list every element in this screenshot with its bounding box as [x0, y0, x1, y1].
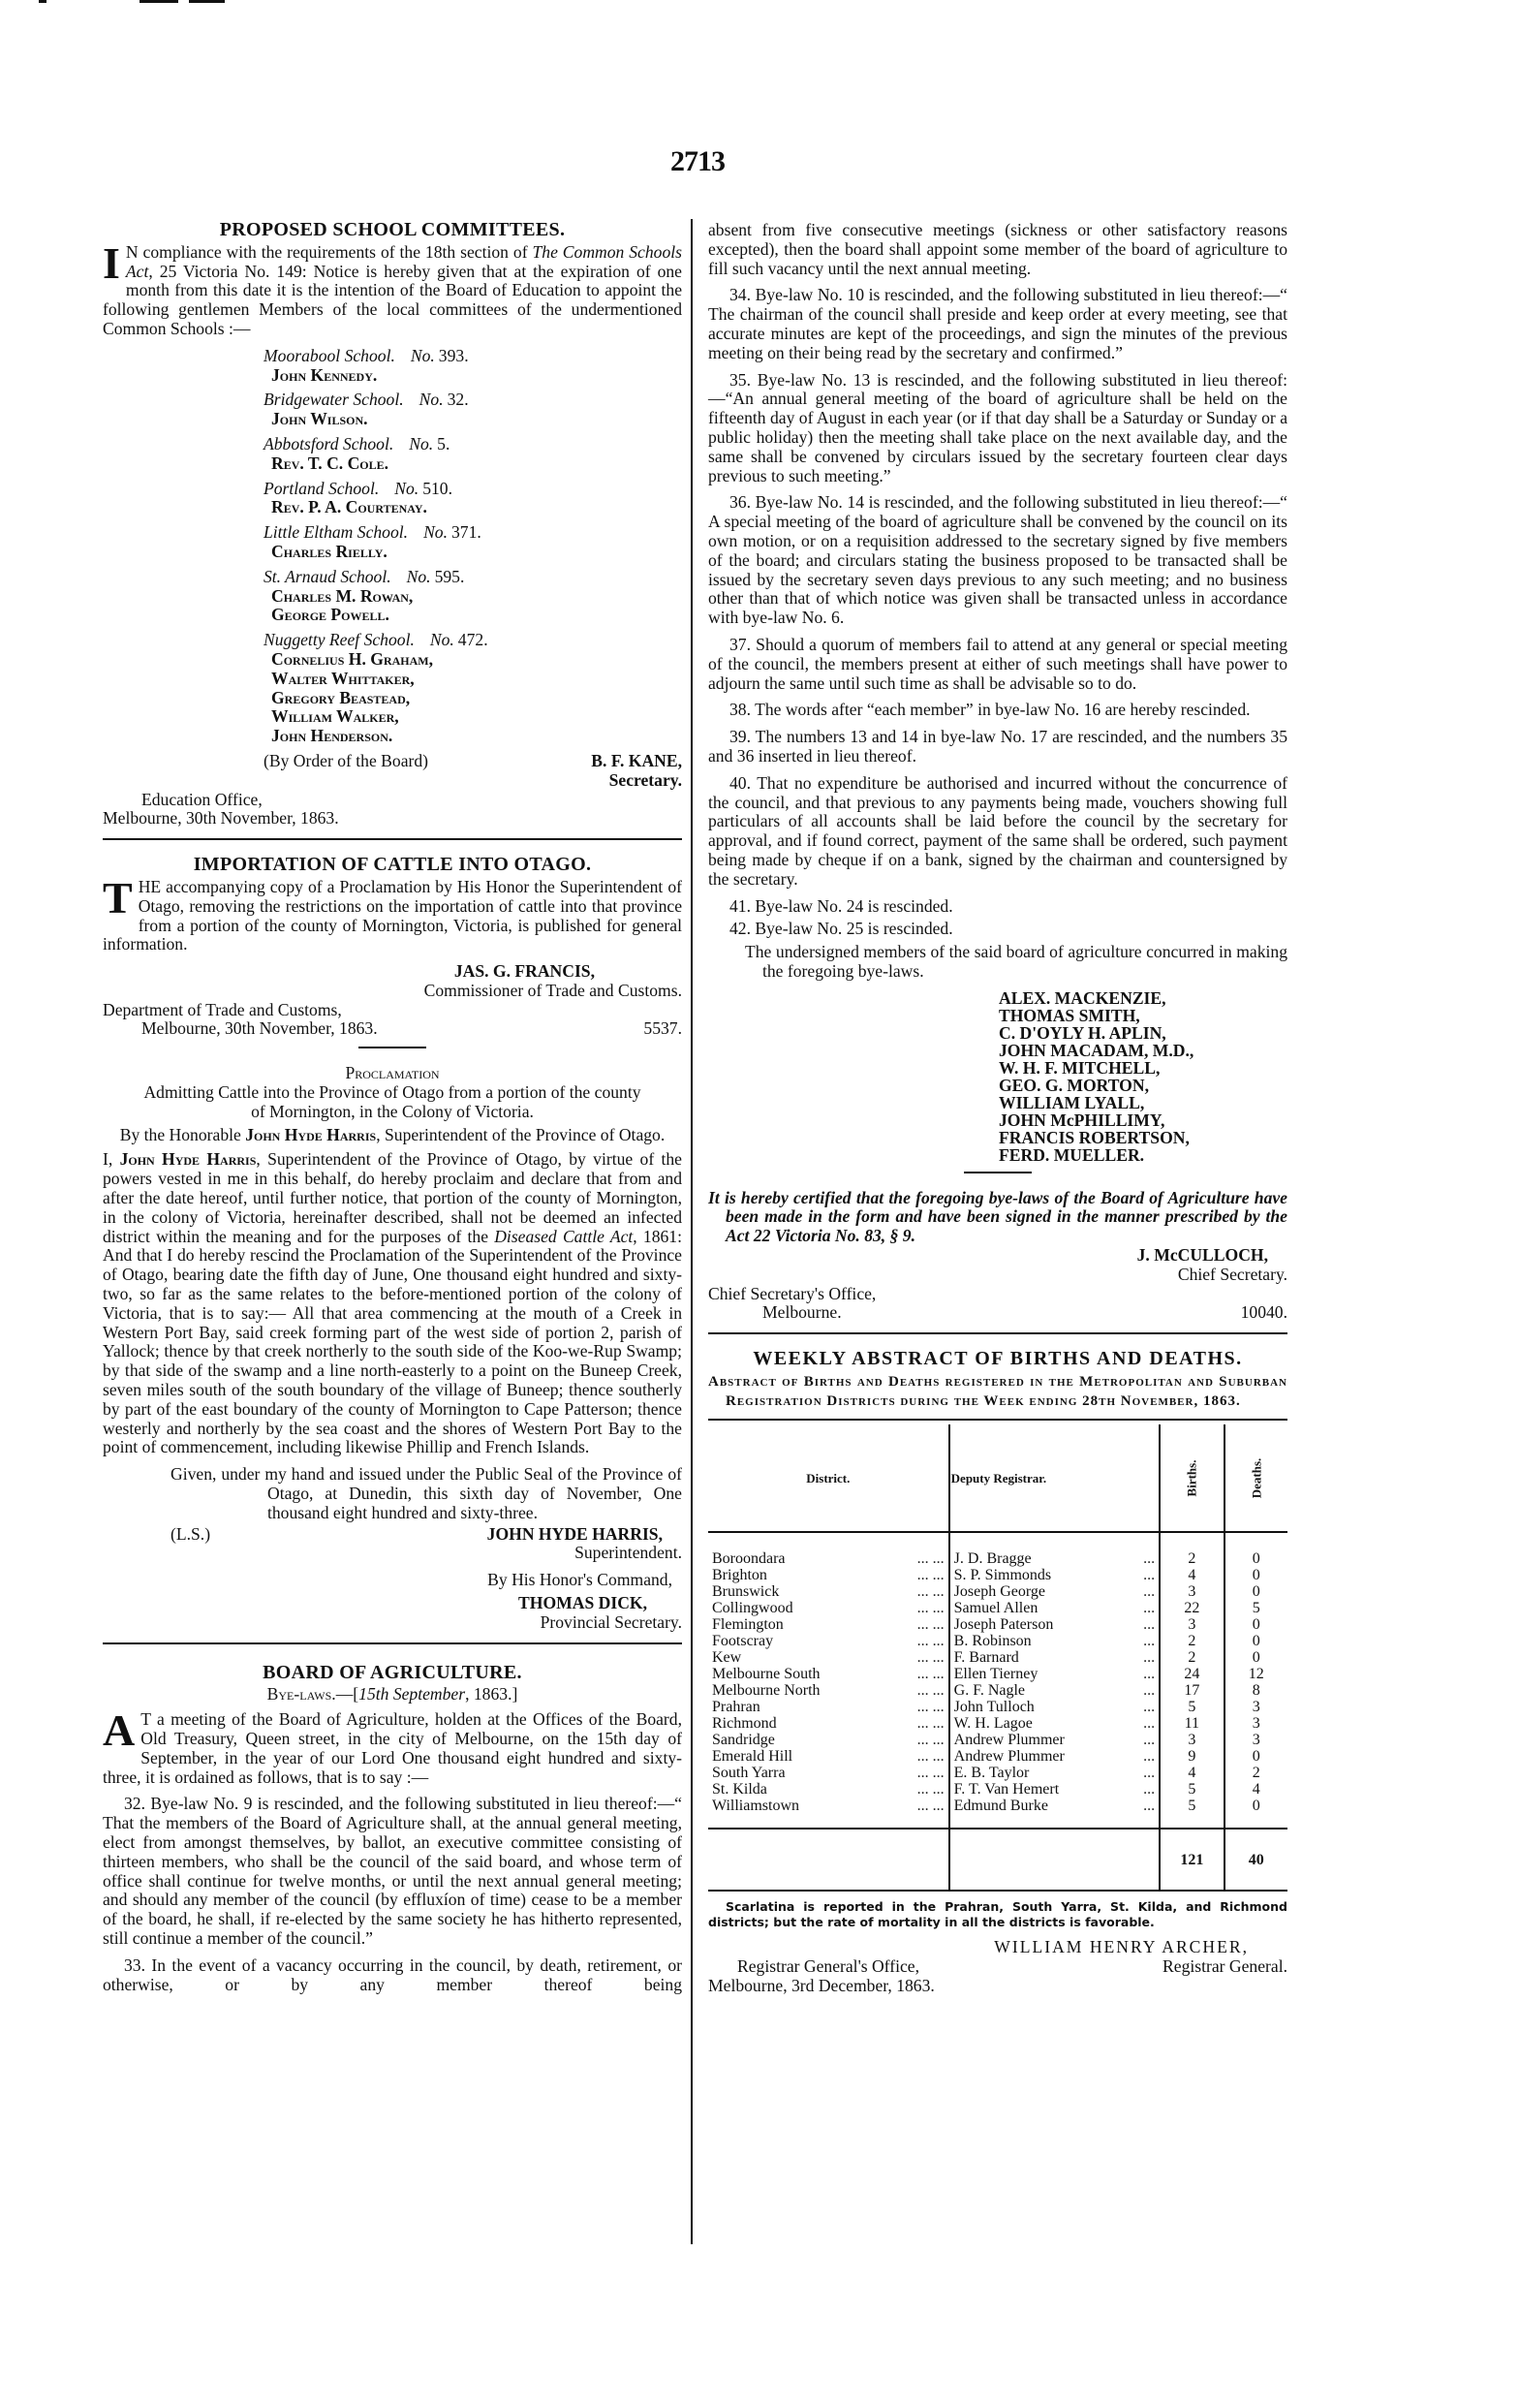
leader-dots: ... ... [916, 1649, 945, 1667]
school-heading [264, 347, 682, 366]
registrar-general-title: Registrar General. [1162, 1955, 1287, 1976]
registrar-cell: J. D. Bragge ... [949, 1532, 1160, 1567]
births-cell: 17 [1160, 1682, 1224, 1699]
table-row [708, 1616, 1287, 1633]
school-number-label: No. [423, 522, 448, 543]
leader-dots: ... [1143, 1649, 1156, 1667]
table-row [708, 1765, 1287, 1781]
committee-member: Cornelius H. Graham, [271, 648, 434, 669]
school-entry [264, 480, 682, 518]
deaths-cell: 3 [1252, 1732, 1260, 1749]
school-number-label: No. [410, 345, 435, 365]
date: Melbourne, 30th November, 1863. [141, 1018, 378, 1039]
leader-dots: ... [1143, 1715, 1156, 1733]
proclamation-subtitle: Admitting Cattle into the Province of Otago from a portion of the county of Mornington, in the Colony of Victoria. [143, 1082, 641, 1121]
district-cell: Sandridge ... ... [712, 1732, 945, 1749]
leader-dots: ... [1143, 1798, 1156, 1815]
leader-dots: ... ... [916, 1765, 945, 1782]
short-rule [358, 1047, 426, 1048]
births-cell: 9 [1160, 1748, 1224, 1765]
school-heading [264, 391, 682, 410]
table-row [708, 1732, 1287, 1748]
leader-dots: ... ... [916, 1798, 945, 1815]
bye-law-33: 33. In the event of a vacancy occurring in the council, by death, retirement, or otherwise, or by any member thereof being [103, 1955, 682, 1994]
committee-member: William Walker, [271, 706, 399, 727]
school-list [103, 347, 682, 746]
board-member-signature: GEO. G. MORTON, [999, 1075, 1149, 1095]
births-cell: 24 [1160, 1666, 1224, 1682]
short-rule [964, 1172, 1032, 1173]
deaths-cell: 4 [1252, 1781, 1260, 1798]
district-cell: Brunswick ... ... [712, 1583, 945, 1601]
bye-law-42: 42. Bye-law No. 25 is rescinded. [729, 919, 953, 939]
births-cell: 2 [1160, 1649, 1224, 1666]
board-of-agriculture-start [103, 1661, 682, 1995]
concurrence-statement: The undersigned members of the said board of agriculture concurred in making the foregoing bye-laws. [745, 942, 1287, 981]
births-cell: 4 [1160, 1765, 1224, 1781]
leader-dots: ... [1143, 1633, 1156, 1650]
column-divider [691, 219, 693, 2244]
school-number-label: No. [406, 566, 431, 586]
signer-list [999, 989, 1287, 1164]
school-name: Bridgewater School. [264, 390, 404, 410]
scan-artifact [189, 0, 225, 3]
intro-paragraph: A T a meeting of the Board of Agriculture, holden at the Offices of the Board, Old Treasury, Queen street, in the city of Melbourne, on the 15th day of September, in the year of our Lord One thousand eight hundred and sixty-three, it is ordained as follows, that is to say :— [103, 1705, 682, 1787]
order-line [264, 752, 682, 771]
leader-dots: ... [1143, 1781, 1156, 1798]
registrar-cell: G. F. Nagle ... [949, 1682, 1160, 1699]
scan-artifact [140, 0, 178, 3]
school-committees-notice [103, 221, 682, 840]
table-row [708, 1532, 1287, 1567]
registrar-cell: F. Barnard ... [949, 1649, 1160, 1666]
school-number-label: No. [418, 390, 444, 410]
school-entry [264, 391, 682, 429]
district-cell: Flemington ... ... [712, 1616, 945, 1634]
certification: It is hereby certified that the foregoing bye-laws of the Board of Agriculture have been made in the form and have been signed in the manner prescribed by the Act 22 Victoria No. 83, § 9. [708, 1187, 1287, 1246]
section-title: BOARD OF AGRICULTURE. [263, 1661, 522, 1683]
signatory-title: Commissioner of Trade and Customs. [423, 980, 682, 1000]
school-heading [264, 435, 682, 454]
board-member-signature: ALEX. MACKENZIE, [999, 987, 1166, 1008]
registrar-cell: S. P. Simmonds ... [949, 1567, 1160, 1583]
table-row [708, 1600, 1287, 1616]
right-column [708, 221, 1287, 1995]
committee-member: Rev. T. C. Cole. [271, 453, 389, 473]
seal-line [103, 1525, 682, 1545]
date-line [103, 1019, 682, 1039]
bye-law-38: 38. The words after “each member” in bye-law No. 16 are hereby rescinded. [729, 700, 1251, 720]
table-row [708, 1682, 1287, 1699]
school-number: 472. [457, 630, 488, 650]
table-top-rule [708, 1419, 1287, 1421]
board-member-signature: JOHN MACADAM, M.D., [999, 1040, 1194, 1060]
left-column [103, 221, 682, 2002]
school-name: Nuggetty Reef School. [264, 630, 415, 650]
certifier-title: Chief Secretary. [1177, 1264, 1287, 1284]
secretary-name: THOMAS DICK, [518, 1593, 647, 1612]
table-body [708, 1532, 1287, 1829]
section-title: PROPOSED SCHOOL COMMITTEES. [219, 219, 566, 240]
committee-member: Charles Rielly. [271, 541, 388, 561]
reference-number: 5537. [643, 1018, 682, 1039]
district-cell: Emerald Hill ... ... [712, 1748, 945, 1766]
column-header-registrar: Deputy Registrar. [949, 1424, 1160, 1532]
bye-law-35: 35. Bye-law No. 13 is rescinded, and the following substituted in lieu thereof:—“An annual general meeting of the board of agriculture shall be held on the fifteenth day of August in each year (or if that day shall be a Saturday or Sunday or a public holiday) then the meeting shall take place on the next available day, and the same shall be convened by circulars issued by the secretary fourteen clear days previous to such meeting.” [708, 369, 1287, 485]
school-number: 595. [434, 566, 465, 586]
deaths-cell: 5 [1252, 1600, 1260, 1617]
school-entry [264, 347, 682, 386]
bye-law-32: 32. Bye-law No. 9 is rescinded, and the following substituted in lieu thereof:—“ That the members of the Board of Agriculture shall, at the annual general meeting, elect from amongst themselves, by ballot, an executive committee consisting of thirteen members, who shall be the council of the said board, and whose term of office shall continue for twelve months, or until the next annual general meeting; and should any member of the council (by effluxíon of time) cease to be a member of the board, he shall, if re-elected by the same society he has hitherto represented, still continue a member of the council.” [103, 1794, 682, 1948]
leader-dots: ... [1143, 1550, 1156, 1568]
date: Melbourne, 30th November, 1863. [103, 808, 339, 829]
drop-cap: I [103, 237, 120, 288]
deaths-cell: 0 [1252, 1649, 1260, 1667]
leader-dots: ... ... [916, 1699, 945, 1716]
table-row [708, 1649, 1287, 1666]
births-cell: 11 [1160, 1715, 1224, 1732]
page-number: 2713 [670, 145, 725, 177]
registrar-cell: John Tulloch ... [949, 1699, 1160, 1715]
registrar-cell: Joseph Paterson ... [949, 1616, 1160, 1633]
school-entry [264, 568, 682, 625]
registrar-general-name: WILLIAM HENRY ARCHER, [994, 1937, 1249, 1957]
leader-dots: ... [1143, 1699, 1156, 1716]
leader-dots: ... ... [916, 1715, 945, 1733]
committee-member: John Henderson. [271, 726, 393, 746]
table-row [708, 1699, 1287, 1715]
board-member-signature: JOHN McPHILLIMY, [999, 1110, 1165, 1130]
section-rule [103, 838, 682, 840]
section-title: IMPORTATION OF CATTLE INTO OTAGO. [193, 854, 592, 876]
mortality-note: Scarlatina is reported in the Prahran, South Yarra, St. Kilda, and Richmond districts; but the rate of mortality in all the districts is favorable. [708, 1899, 1287, 1930]
given-clause: Given, under my hand and issued under the Public Seal of the Province of Otago, at Dunedin, this sixth day of November, One thousand eight hundred and sixty-three. [170, 1464, 682, 1522]
school-entry [264, 435, 682, 474]
births-cell: 4 [1160, 1567, 1224, 1583]
deaths-cell: 8 [1252, 1682, 1260, 1700]
leader-dots: ... [1143, 1748, 1156, 1766]
district-cell: Prahran ... ... [712, 1699, 945, 1716]
committee-member: Rev. P. A. Courtenay. [271, 497, 427, 517]
district-cell: Richmond ... ... [712, 1715, 945, 1733]
school-name: St. Arnaud School. [264, 566, 391, 586]
leader-dots: ... [1143, 1765, 1156, 1782]
office: Chief Secretary's Office, [708, 1283, 877, 1303]
leader-dots: ... [1143, 1567, 1156, 1584]
date: Melbourne, 3rd December, 1863. [708, 1975, 935, 1995]
office-line [708, 1957, 1287, 1977]
births-cell: 3 [1160, 1732, 1224, 1748]
committee-member: Charles M. Rowan, [271, 585, 414, 606]
bye-law-40: 40. That no expenditure be authorised and incurred without the concurrence of the council, and that previous to any payments being made, vouchers showing full particulars of all accounts shall be laid before the council by the secretary for approval, and if found correct, payment of the same shall be ordered, such payment being made by cheque if on a bank, signed by the chairman and countersigned by the secretary. [708, 772, 1287, 889]
leader-dots: ... [1143, 1732, 1156, 1749]
district-cell: Boroondara ... ... [712, 1550, 945, 1568]
registrar-cell: B. Robinson ... [949, 1633, 1160, 1649]
district-cell: Kew ... ... [712, 1649, 945, 1667]
bye-law-33-continued: absent from five consecutive meetings (sickness or other satisfactory reasons excepted), then the board shall appoint some member of the board of agriculture to fill such vacancy until the next annual meeting. [708, 220, 1287, 278]
school-name: Little Eltham School. [264, 522, 409, 543]
district-cell: Melbourne South ... ... [712, 1666, 945, 1683]
act-name: The Common Schools Act [125, 241, 682, 281]
seal: (L.S.) [170, 1523, 211, 1544]
section-rule [708, 1332, 1287, 1334]
school-number: 393. [438, 345, 469, 365]
table-row [708, 1748, 1287, 1765]
office: Registrar General's Office, [737, 1955, 919, 1976]
table-row [708, 1583, 1287, 1600]
table-header-row [708, 1424, 1287, 1532]
proclamation-by-line: By the Honorable John Hyde Harris, Superintendent of the Province of Otago. [119, 1124, 666, 1144]
registrar-cell: E. B. Taylor ... [949, 1765, 1160, 1781]
school-heading [264, 480, 682, 499]
table-row [708, 1798, 1287, 1829]
table-row [708, 1633, 1287, 1649]
deaths-cell: 12 [1248, 1666, 1264, 1683]
leader-dots: ... ... [916, 1567, 945, 1584]
leader-dots: ... ... [916, 1600, 945, 1617]
births-cell: 5 [1160, 1781, 1224, 1798]
board-member-signature: FERD. MUELLER. [999, 1144, 1145, 1165]
leader-dots: ... ... [916, 1666, 945, 1683]
births-cell: 22 [1160, 1600, 1224, 1616]
leader-dots: ... [1143, 1583, 1156, 1601]
leader-dots: ... ... [916, 1583, 945, 1601]
registrar-cell: Joseph George ... [949, 1583, 1160, 1600]
section-rule [103, 1642, 682, 1644]
committee-member: Gregory Beastead, [271, 687, 411, 707]
school-number: 5. [437, 433, 450, 453]
school-number-label: No. [429, 630, 454, 650]
scan-artifact [39, 0, 46, 3]
leader-dots: ... ... [916, 1748, 945, 1766]
leader-dots: ... ... [916, 1633, 945, 1650]
column-header-deaths: Deaths. [1224, 1424, 1287, 1532]
births-cell: 2 [1160, 1532, 1224, 1567]
deaths-cell: 2 [1252, 1765, 1260, 1782]
births-cell: 2 [1160, 1633, 1224, 1649]
board-member-signature: WILLIAM LYALL, [999, 1092, 1145, 1112]
births-cell: 3 [1160, 1583, 1224, 1600]
bye-laws-subtitle: Bye-laws.—[15th September, 1863.] [266, 1684, 518, 1704]
superintendent-title: Superintendent. [574, 1543, 682, 1563]
drop-cap: A [103, 1705, 136, 1756]
bye-law-41: 41. Bye-law No. 24 is rescinded. [729, 895, 953, 916]
committee-member: John Wilson. [271, 409, 368, 429]
leader-dots: ... [1143, 1600, 1156, 1617]
column-header-births: Births. [1160, 1424, 1224, 1532]
leader-dots: ... ... [916, 1550, 945, 1568]
births-deaths-abstract [708, 1350, 1287, 1995]
signatory-title: Secretary. [608, 769, 682, 790]
office: Education Office, [141, 789, 263, 809]
leader-dots: ... [1143, 1616, 1156, 1634]
school-name: Portland School. [264, 478, 380, 498]
board-member-signature: FRANCIS ROBERTSON, [999, 1127, 1190, 1147]
board-member-signature: C. D'OYLY H. APLIN, [999, 1022, 1166, 1043]
bye-law-39: 39. The numbers 13 and 14 in bye-law No. 17 are rescinded, and the numbers 35 and 36 inserted in lieu thereof. [708, 727, 1287, 766]
signatory-name: JAS. G. FRANCIS, [453, 961, 595, 982]
registrar-cell: Edmund Burke ... [949, 1798, 1160, 1829]
deaths-cell: 0 [1252, 1550, 1260, 1568]
deaths-cell: 0 [1252, 1798, 1260, 1815]
school-entry [264, 523, 682, 562]
school-number-label: No. [409, 433, 434, 453]
district-cell: St. Kilda ... ... [712, 1781, 945, 1798]
school-number: 510. [422, 478, 452, 498]
signatory-name: B. F. KANE, [591, 750, 682, 770]
school-name: Moorabool School. [264, 345, 395, 365]
leader-dots: ... ... [916, 1781, 945, 1798]
district-cell: Footscray ... ... [712, 1633, 945, 1650]
school-number: 371. [451, 522, 481, 543]
school-heading [264, 631, 682, 650]
bye-law-36: 36. Bye-law No. 14 is rescinded, and the following substituted in lieu thereof:—“ A special meeting of the board of agriculture shall be convened by the council on its own motion, or on a requisition addressed to the secretary signed by five members of the board; and circulars stating the business proposed to be transacted shall be issued by the secretary seven days previous to any such meeting; and no business other than that of which notice was given shall be transacted unless in accordance with bye-law No. 6. [708, 492, 1287, 628]
leader-dots: ... [1143, 1682, 1156, 1700]
board-member-signature: THOMAS SMITH, [999, 1005, 1140, 1025]
births-deaths-table [708, 1424, 1287, 1892]
leader-dots: ... ... [916, 1732, 945, 1749]
births-cell: 5 [1160, 1798, 1224, 1829]
table-row [708, 1781, 1287, 1798]
registrar-cell: W. H. Lagoe ... [949, 1715, 1160, 1732]
act-name: Diseased Cattle Act [494, 1226, 634, 1246]
certifier-name: J. McCULLOCH, [1136, 1245, 1268, 1266]
table-total-row [708, 1829, 1287, 1891]
deaths-cell: 0 [1252, 1616, 1260, 1634]
leader-dots: ... [1143, 1666, 1156, 1683]
section-title: WEEKLY ABSTRACT OF BIRTHS AND DEATHS. [753, 1348, 1243, 1370]
command-line: By His Honor's Command, [487, 1570, 672, 1590]
district-cell: Williamstown ... ... [712, 1798, 945, 1815]
school-heading [264, 568, 682, 587]
intro-paragraph: I N compliance with the requirements of the 18th section of The Common Schools Act, 25 Victoria No. 149: Notice is hereby given that at the expiration of one month from this date it is the intention of the Board of Education to appoint the following gentlemen Members of the local committees of the undermentioned Common Schools :— [103, 237, 682, 338]
table-row [708, 1666, 1287, 1682]
school-heading [264, 523, 682, 543]
deaths-cell: 3 [1252, 1699, 1260, 1716]
leader-dots: ... ... [916, 1616, 945, 1634]
school-entry [264, 631, 682, 746]
table-row [708, 1567, 1287, 1583]
drop-cap: T [103, 872, 133, 923]
bye-law-37: 37. Should a quorum of members fail to attend at any general or special meeting of the council, the members present at either of such meetings shall have power to adjourn the same until such time as shall be advisable so to do. [708, 634, 1287, 693]
deaths-cell: 0 [1252, 1583, 1260, 1601]
committee-member: George Powell. [271, 605, 389, 625]
leader-dots: ... ... [916, 1682, 945, 1700]
total-deaths: 40 [1224, 1829, 1287, 1891]
school-number: 32. [447, 390, 469, 410]
board-member-signature: W. H. F. MITCHELL, [999, 1057, 1161, 1078]
superintendent-name: JOHN HYDE HARRIS, [486, 1523, 663, 1544]
deaths-cell: 0 [1252, 1748, 1260, 1766]
total-births: 121 [1160, 1829, 1224, 1891]
abstract-subtitle: Abstract of Births and Deaths registered in the Metropolitan and Suburban Registration Districts during the Week ending 28th November, 1863. [708, 1374, 1287, 1410]
registrar-cell: F. T. Van Hemert ... [949, 1781, 1160, 1798]
notice-paragraph: THE accompanying copy of a Proclamation by His Honor the Superintendent of Otago, removing the restrictions on the importation of cattle into that province from a portion of the county of Mornington, Victoria, is published for general information. [103, 872, 682, 954]
registrar-cell: Ellen Tierney ... [949, 1666, 1160, 1682]
registrar-cell: Andrew Plummer ... [949, 1748, 1160, 1765]
place-line [708, 1303, 1287, 1323]
bye-law-34: 34. Bye-law No. 10 is rescinded, and the following substituted in lieu thereof:—“ The chairman of the council shall preside and keep order at every meeting, see that accurate minutes are kept of the proceedings, and sign the minutes of the previous meeting on their being read by the secretary and confirmed.” [708, 285, 1287, 362]
district-cell: Brighton ... ... [712, 1567, 945, 1584]
proclamation-heading: Proclamation [345, 1063, 440, 1083]
deaths-cell: 3 [1252, 1715, 1260, 1733]
registrar-cell: Andrew Plummer ... [949, 1732, 1160, 1748]
district-cell: Collingwood ... ... [712, 1600, 945, 1617]
place: Melbourne. [762, 1302, 842, 1323]
school-number-label: No. [394, 478, 419, 498]
committee-member: Walter Whittaker, [271, 668, 415, 688]
department: Department of Trade and Customs, [103, 999, 342, 1019]
column-header-district: District. [708, 1424, 949, 1532]
district-cell: Melbourne North ... ... [712, 1682, 945, 1700]
by-order: (By Order of the Board) [264, 750, 429, 770]
district-cell: South Yarra ... ... [712, 1765, 945, 1782]
committee-member: John Kennedy. [271, 364, 378, 385]
proclamation-body: I, John Hyde Harris, Superintendent of the Province of Otago, by virtue of the powers vested in me in this behalf, do hereby proclaim and declare that from and after the date hereof, until further notice, that portion of the county of Mornington, in the colony of Victoria, hereinafter described, shall not be deemed an infected district within the meaning and for the purposes of the Diseased Cattle Act, 1861: And that I do hereby rescind the Proclamation of the Superintendent of the Province of Otago, bearing date the fifth day of June, One thousand eight hundred and sixty-two, so far as the same relates to the before-mentioned portion of the colony of Victoria, that is to say:— All that area commencing at the mouth of a Creek in Western Port Bay, said creek forming part of the west side of portion 2, parish of Yallock; thence by that creek northerly to the south side of the Koo-we-Rup Swamp; by that side of the swamp and a line north-easterly to a point on the Buneep Creek, seven miles south of the south boundary of the village of Buneep; thence southerly by part of the east boundary of the county of Mornington to Cape Patterson; thence westerly and northerly by the sea coast and the shores of Western Port Bay to the point of commencement, including likewise Phillip and French Islands. [103, 1149, 682, 1457]
secretary-title: Provincial Secretary. [540, 1611, 682, 1632]
cattle-importation-notice [103, 856, 682, 1643]
school-name: Abbotsford School. [264, 433, 394, 453]
births-cell: 3 [1160, 1616, 1224, 1633]
deaths-cell: 0 [1252, 1567, 1260, 1584]
reference-number: 10040. [1240, 1302, 1287, 1323]
registrar-cell: Samuel Allen ... [949, 1600, 1160, 1616]
births-cell: 5 [1160, 1699, 1224, 1715]
table-row [708, 1715, 1287, 1732]
deaths-cell: 0 [1252, 1633, 1260, 1650]
